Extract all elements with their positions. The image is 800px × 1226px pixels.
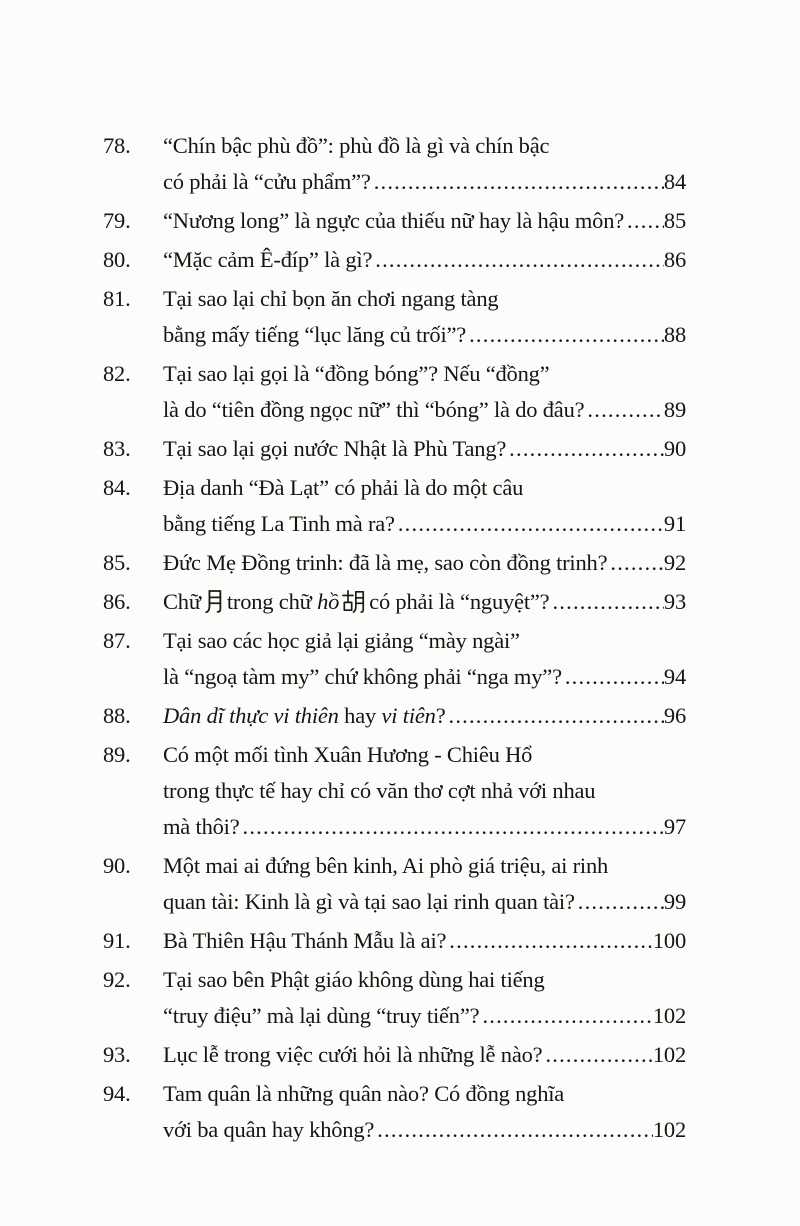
dot-leader xyxy=(375,242,664,278)
entry-text-line: Tại sao lại gọi là “đồng bóng”? Nếu “đồng” xyxy=(163,361,550,386)
page-number: 99 xyxy=(663,889,686,914)
entry-text xyxy=(163,584,552,620)
page-number: 100 xyxy=(652,928,686,953)
page-number: 91 xyxy=(663,511,686,536)
entry-text-line: Tại sao các học giả lại giảng “mày ngài” xyxy=(163,628,520,653)
page-number: 94 xyxy=(663,664,686,689)
toc-entry xyxy=(103,470,686,542)
dot-leader xyxy=(449,698,664,734)
page-number: 96 xyxy=(663,703,686,728)
entry-text: Tại sao lại gọi nước Nhật là Phù Tang? xyxy=(163,436,507,461)
toc-entry xyxy=(103,737,686,845)
entry-text: “Nương long” là ngực của thiếu nữ hay là hậu môn? xyxy=(163,208,625,233)
entry-body xyxy=(163,923,686,959)
page-number: 102 xyxy=(652,1042,686,1067)
entry-number: 82. xyxy=(103,361,131,386)
dot-leader xyxy=(482,998,652,1034)
dot-leader xyxy=(243,809,664,845)
page-number: 88 xyxy=(663,322,686,347)
entry-number: 84. xyxy=(103,475,131,500)
toc-entry xyxy=(103,281,686,353)
entry-body xyxy=(163,1076,686,1148)
entry-body xyxy=(163,431,686,467)
dot-leader xyxy=(610,545,664,581)
entry-last-line xyxy=(163,317,686,353)
entry-text-italic: Dân dĩ thực vi thiên xyxy=(163,703,339,728)
page-number: 90 xyxy=(663,436,686,461)
entry-number: 91. xyxy=(103,928,131,953)
dot-leader xyxy=(377,1112,653,1148)
entry-number: 79. xyxy=(103,208,131,233)
entry-last-line xyxy=(163,164,686,200)
toc-entry xyxy=(103,242,686,278)
entry-text: quan tài: Kinh là gì và tại sao lại rinh quan tài? xyxy=(163,889,575,914)
entry-text: “Mặc cảm Ê-đíp” là gì? xyxy=(163,247,373,272)
entry-last-line xyxy=(163,203,686,239)
dot-leader xyxy=(374,164,664,200)
page-number: 102 xyxy=(652,1117,686,1142)
entry-text: bằng mấy tiếng “lục lăng củ trối”? xyxy=(163,322,467,347)
entry-body xyxy=(163,545,686,581)
dot-leader xyxy=(398,506,664,542)
entry-number: 93. xyxy=(103,1042,131,1067)
han-character-yue-icon xyxy=(204,589,224,613)
entry-last-line xyxy=(163,998,686,1034)
entry-text-segment: Chữ xyxy=(163,589,201,614)
toc-entry xyxy=(103,923,686,959)
entry-body xyxy=(163,623,686,695)
toc-entry xyxy=(103,584,686,620)
entry-last-line xyxy=(163,884,686,920)
entry-last-line xyxy=(163,506,686,542)
page-number: 86 xyxy=(663,247,686,272)
entry-text-line: Tại sao bên Phật giáo không dùng hai tiếng xyxy=(163,967,545,992)
page-number: 93 xyxy=(663,589,686,614)
entry-text-line: trong thực tế hay chỉ có văn thơ cợt nhả với nhau xyxy=(163,778,596,803)
entry-last-line xyxy=(163,392,686,428)
entry-body xyxy=(163,128,686,200)
toc-entry xyxy=(103,356,686,428)
page-number: 102 xyxy=(652,1003,686,1028)
dot-leader xyxy=(509,431,664,467)
han-character-ho-icon xyxy=(342,589,366,613)
toc-entry xyxy=(103,1037,686,1073)
entry-number: 85. xyxy=(103,550,131,575)
toc-entry xyxy=(103,545,686,581)
dot-leader xyxy=(587,392,663,428)
entry-body xyxy=(163,242,686,278)
entry-last-line xyxy=(163,923,686,959)
entry-body xyxy=(163,584,686,620)
entry-text: bằng tiếng La Tinh mà ra? xyxy=(163,511,395,536)
entry-number: 80. xyxy=(103,247,131,272)
dot-leader xyxy=(469,317,664,353)
entry-text-line: “Chín bậc phù đồ”: phù đồ là gì và chín bậc xyxy=(163,133,550,158)
entry-text: là “ngoạ tàm my” chứ không phải “nga my”? xyxy=(163,664,562,689)
entry-number: 78. xyxy=(103,133,131,158)
entry-body xyxy=(163,470,686,542)
entry-last-line xyxy=(163,431,686,467)
entry-text-line: Tại sao lại chỉ bọn ăn chơi ngang tàng xyxy=(163,286,499,311)
page-number: 97 xyxy=(663,814,686,839)
entry-last-line xyxy=(163,809,686,845)
dot-leader xyxy=(565,659,664,695)
entry-body xyxy=(163,962,686,1034)
entry-text: có phải là “cửu phẩm”? xyxy=(163,169,371,194)
entry-last-line xyxy=(163,1037,686,1073)
entry-text: với ba quân hay không? xyxy=(163,1117,375,1142)
entry-text-italic: hồ xyxy=(317,589,340,614)
entry-text-segment: trong chữ xyxy=(226,589,312,614)
toc-entry xyxy=(103,962,686,1034)
entry-last-line xyxy=(163,242,686,278)
entry-last-line xyxy=(163,584,686,620)
entry-number: 88. xyxy=(103,703,131,728)
entry-number: 89. xyxy=(103,742,131,767)
entry-text: “truy điệu” mà lại dùng “truy tiến”? xyxy=(163,1003,480,1028)
page-number: 89 xyxy=(663,397,686,422)
entry-number: 81. xyxy=(103,286,131,311)
toc-entry xyxy=(103,128,686,200)
entry-text-segment: có phải là “nguyệt”? xyxy=(369,589,550,614)
page-number: 85 xyxy=(663,208,686,233)
entry-text: Lục lễ trong việc cưới hỏi là những lễ nào? xyxy=(163,1042,543,1067)
toc-entry xyxy=(103,203,686,239)
toc-entry xyxy=(103,848,686,920)
entry-last-line xyxy=(163,545,686,581)
entry-body xyxy=(163,281,686,353)
entry-number: 90. xyxy=(103,853,131,878)
entry-text-line: Một mai ai đứng bên kinh, Ai phò giá triệu, ai rinh xyxy=(163,853,609,878)
page-number: 84 xyxy=(663,169,686,194)
toc-entry xyxy=(103,623,686,695)
entry-text-line: Có một mối tình Xuân Hương - Chiêu Hổ xyxy=(163,742,533,767)
entry-number: 94. xyxy=(103,1081,131,1106)
page-number: 92 xyxy=(663,550,686,575)
entry-number: 92. xyxy=(103,967,131,992)
entry-body xyxy=(163,356,686,428)
entry-text: Bà Thiên Hậu Thánh Mẫu là ai? xyxy=(163,928,447,953)
toc-entry xyxy=(103,1076,686,1148)
entry-body xyxy=(163,737,686,845)
dot-leader xyxy=(552,584,663,620)
entry-text-segment: hay xyxy=(338,703,382,728)
entry-text: mà thôi? xyxy=(163,814,240,839)
entry-body xyxy=(163,698,686,734)
entry-last-line xyxy=(163,698,686,734)
entry-text-segment: ? xyxy=(435,703,446,728)
entry-number: 87. xyxy=(103,628,131,653)
entry-number: 86. xyxy=(103,589,131,614)
entry-last-line xyxy=(163,1112,686,1148)
entry-text-line: Tam quân là những quân nào? Có đồng nghĩa xyxy=(163,1081,565,1106)
entry-text: Đức Mẹ Đồng trinh: đã là mẹ, sao còn đồng trinh? xyxy=(163,550,608,575)
dot-leader xyxy=(545,1037,652,1073)
entry-text xyxy=(163,698,449,734)
dot-leader xyxy=(578,884,664,920)
entry-body xyxy=(163,848,686,920)
toc-entry xyxy=(103,431,686,467)
entry-text: là do “tiên đồng ngọc nữ” thì “bóng” là do đâu? xyxy=(163,397,585,422)
entry-last-line xyxy=(163,659,686,695)
entry-body xyxy=(163,1037,686,1073)
dot-leader xyxy=(627,203,664,239)
entry-text-italic: vi tiên xyxy=(381,703,436,728)
entry-text-line: Địa danh “Đà Lạt” có phải là do một câu xyxy=(163,475,524,500)
entry-body xyxy=(163,203,686,239)
toc-entry xyxy=(103,698,686,734)
entry-number: 83. xyxy=(103,436,131,461)
dot-leader xyxy=(449,923,653,959)
